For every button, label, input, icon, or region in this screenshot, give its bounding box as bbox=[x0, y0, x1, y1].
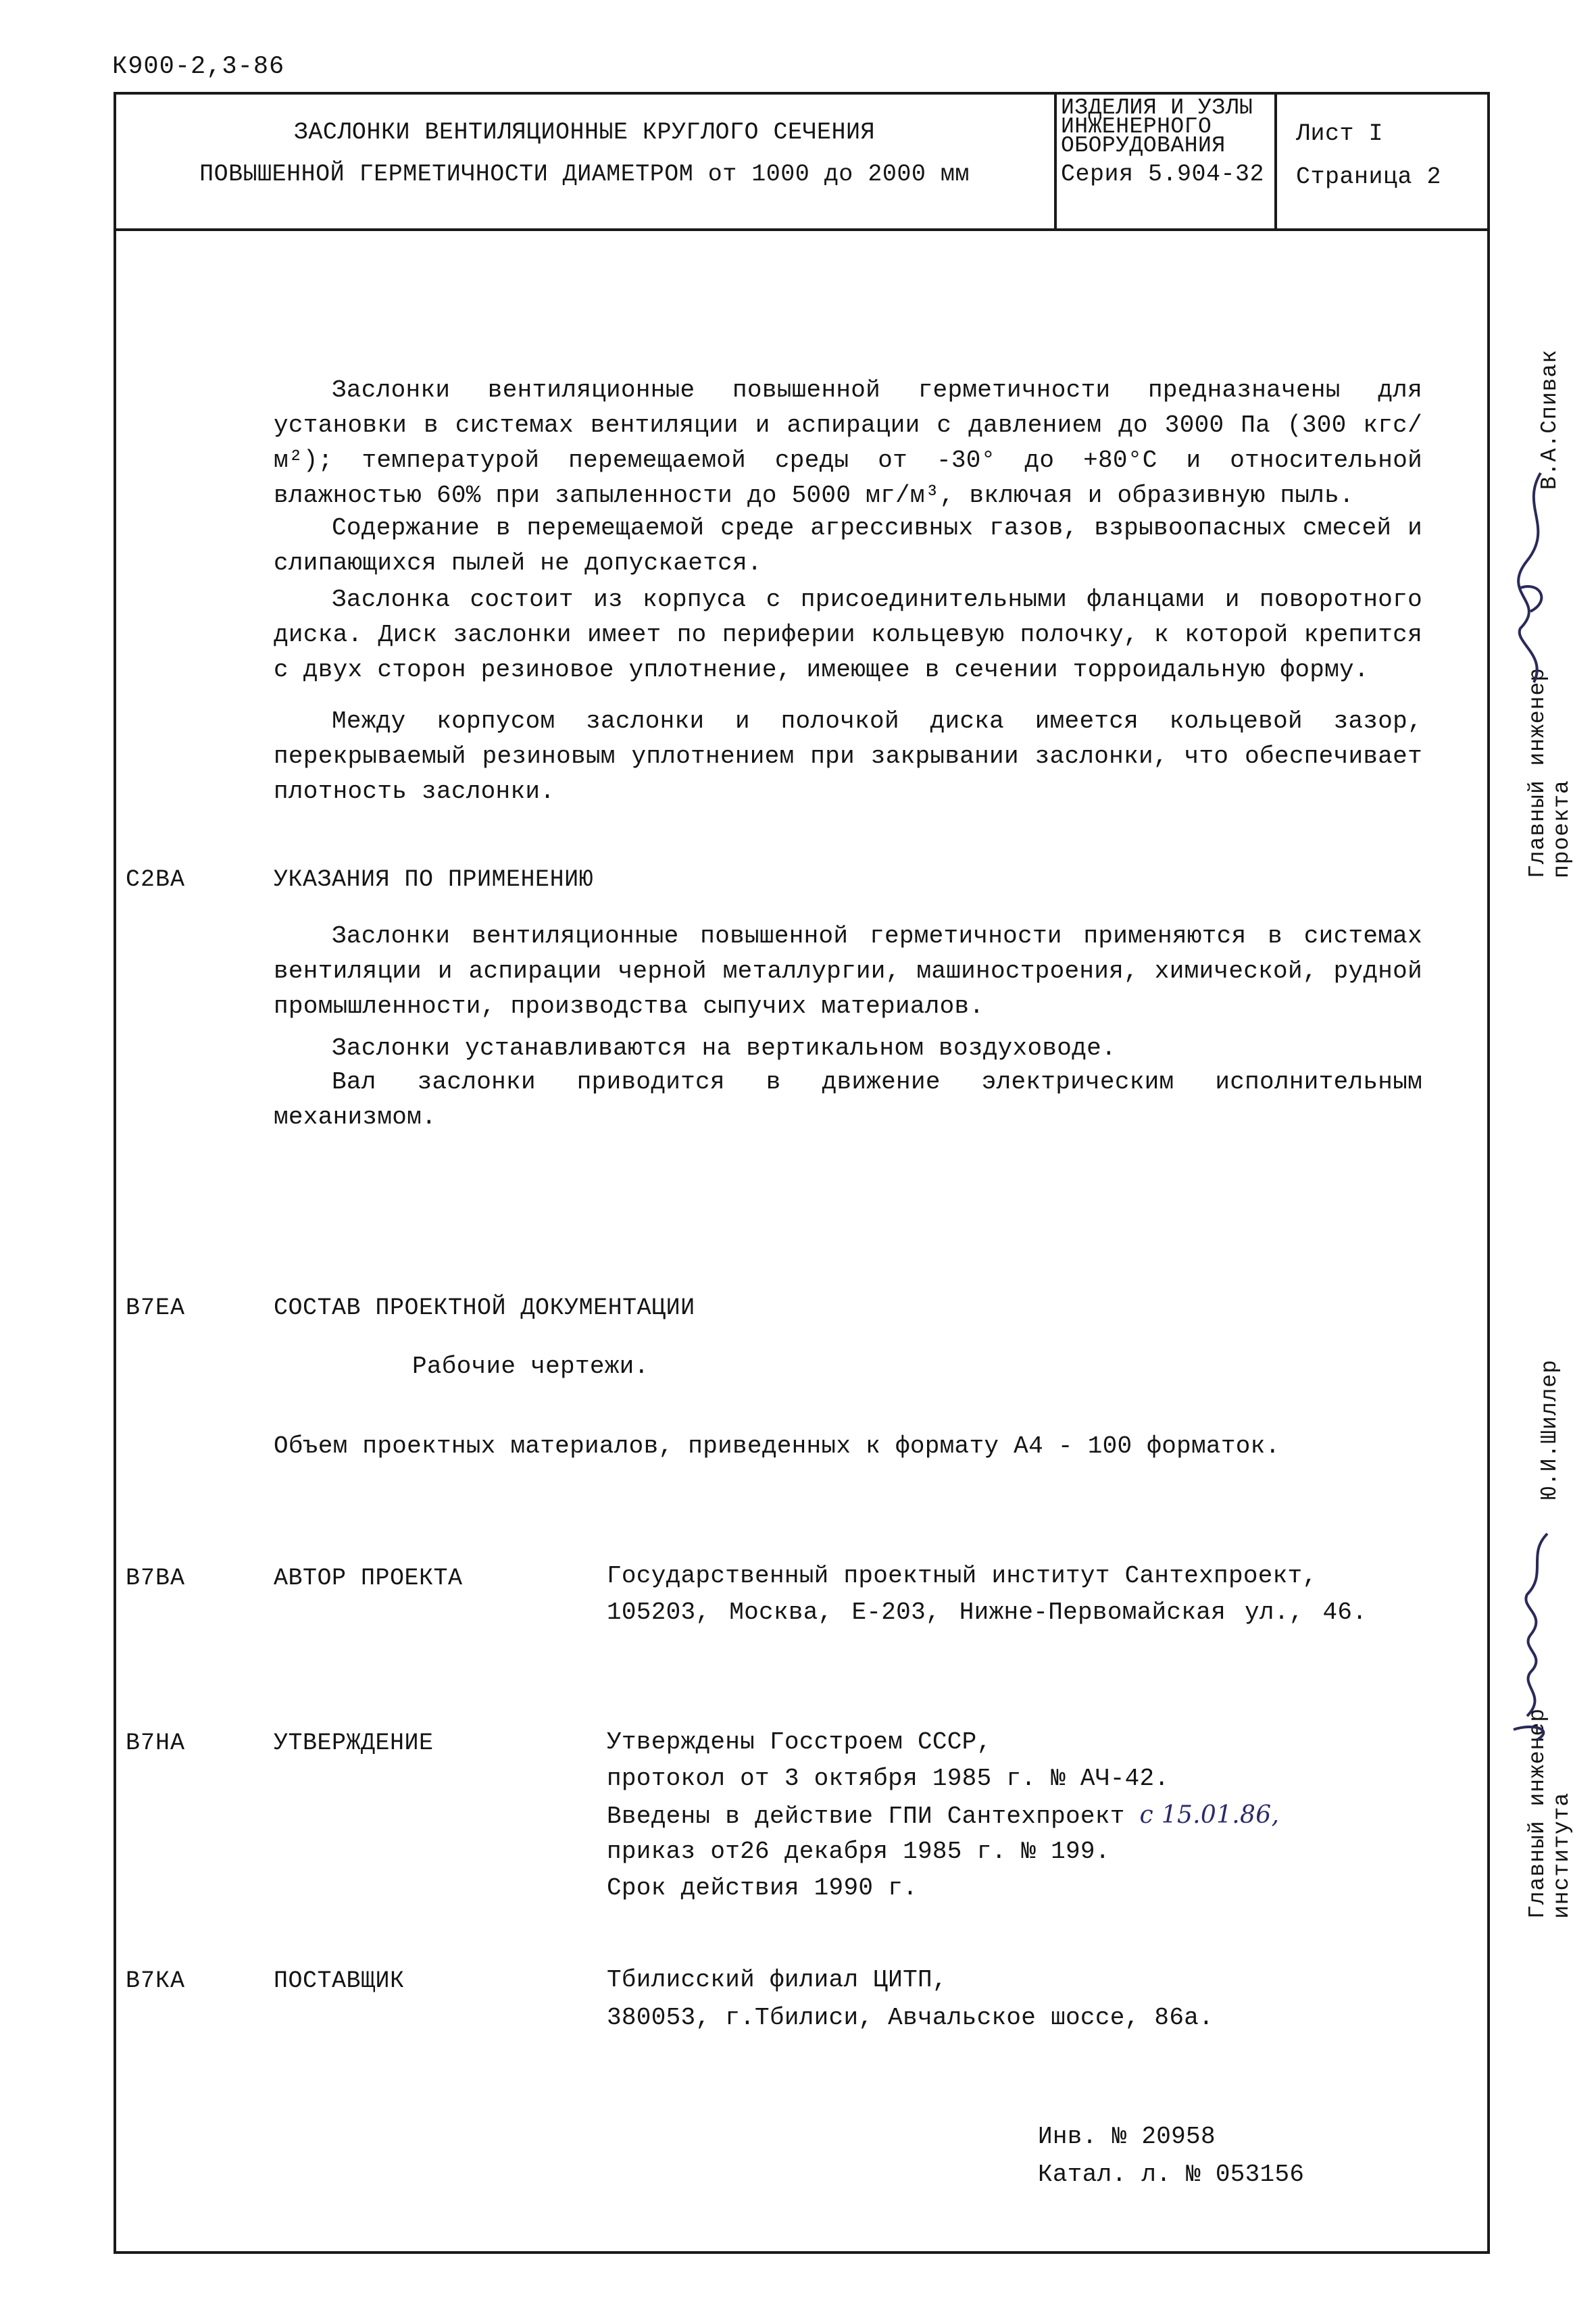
section-code: В7ЕА bbox=[126, 1294, 186, 1322]
inventory-number: Инв. № 20958 bbox=[1038, 2123, 1216, 2150]
section-label: УТВЕРЖДЕНИЕ bbox=[274, 1730, 434, 1757]
header-divider bbox=[114, 228, 1490, 231]
section-heading: СОСТАВ ПРОЕКТНОЙ ДОКУМЕНТАЦИИ bbox=[274, 1294, 695, 1322]
side-chief-project-line1: Главный инженер bbox=[1525, 667, 1550, 878]
section-code: В7КА bbox=[126, 1967, 186, 1994]
approval-line-1: Утверждены Госстроем СССР, bbox=[607, 1728, 992, 1756]
series-number: Серия 5.904-32 bbox=[1061, 161, 1265, 188]
approval-line-5: Срок действия 1990 г. bbox=[607, 1874, 918, 1902]
series-line-2: ИНЖЕНЕРНОГО bbox=[1061, 114, 1212, 139]
supplier-line-2: 380053, г.Тбилиси, Авчальское шоссе, 86а. bbox=[607, 2004, 1214, 2032]
section-code: В7ВА bbox=[126, 1565, 186, 1592]
application-paragraph-1: Заслонки вентиляционные повышенной герметичности применяются в системах вентиляции и аспирации черной металлургии, машиностроения, химической, рудной промышленности, производства сыпучих материалов. bbox=[274, 922, 1422, 1020]
side-chief-institute-name: Ю.И.Шиллер bbox=[1537, 1359, 1562, 1500]
author-line-2: 105203, Москва, Е-203, Нижне-Первомайская ул., 46. bbox=[607, 1599, 1368, 1626]
section-heading: УКАЗАНИЯ ПО ПРИМЕНЕНИЮ bbox=[274, 866, 594, 893]
supplier-line-1: Тбилисский филиал ЦИТП, bbox=[607, 1966, 947, 1994]
signature-institute bbox=[1500, 1527, 1568, 1743]
title-line-2: ПОВЫШЕННОЙ ГЕРМЕТИЧНОСТИ ДИАМЕТРОМ от 1000 до 2000 мм bbox=[199, 161, 970, 188]
header-divider-vertical bbox=[1274, 92, 1277, 230]
composition-line-1: Рабочие чертежи. bbox=[412, 1353, 649, 1380]
side-chief-institute-line2: института bbox=[1549, 1792, 1574, 1919]
composition-line-2: Объем проектных материалов, приведенных к формату А4 - 100 форматок. bbox=[274, 1432, 1280, 1460]
catalog-number: Катал. л. № 053156 bbox=[1038, 2161, 1305, 2188]
application-paragraph-3: Вал заслонки приводится в движение электрическим исполнительным механизмом. bbox=[274, 1068, 1422, 1131]
application-paragraph-2: Заслонки устанавливаются на вертикальном воздуховоде. bbox=[332, 1034, 1116, 1062]
side-chief-project-line2: проекта bbox=[1549, 780, 1574, 878]
section-code: В7НА bbox=[126, 1730, 186, 1757]
signature-project bbox=[1500, 466, 1568, 709]
intro-paragraph-4: Между корпусом заслонки и полочкой диска имеется кольцевой зазор, перекрываемый резиновым уплотнением при закрывании заслонки, что обеспечивает плотность заслонки. bbox=[274, 707, 1422, 805]
intro-paragraph-1: Заслонки вентиляционные повышенной герметичности предназначены для установки в системах вентиляции и аспирации с давлением до 3000 Па (300 кгс/м²); температурой перемещаемой среды от -30° до +80°С и относительной влажностью 60% при запыленности до 5000 мг/м³, включая и образивную пыль. bbox=[274, 376, 1422, 509]
sheet-number: Лист I bbox=[1296, 120, 1384, 147]
intro-paragraph-2: Содержание в перемещаемой среде агрессивных газов, взрывоопасных смесей и слипающихся пылей не допускается. bbox=[274, 514, 1422, 577]
approval-line-4: приказ от26 декабря 1985 г. № 199. bbox=[607, 1838, 1110, 1865]
series-line-3: ОБОРУДОВАНИЯ bbox=[1061, 133, 1226, 158]
side-chief-institute-line1: Главный инженер bbox=[1525, 1707, 1550, 1919]
side-chief-project-name: В.А.Спивак bbox=[1537, 349, 1562, 490]
approval-line-3-text: Введены в действие ГПИ Сантехпроект bbox=[607, 1803, 1125, 1830]
section-label: АВТОР ПРОЕКТА bbox=[274, 1565, 463, 1592]
approval-line-2: протокол от 3 октября 1985 г. № АЧ-42. bbox=[607, 1765, 1170, 1792]
page-number: Страница 2 bbox=[1296, 164, 1442, 191]
approval-line-3 bbox=[607, 1797, 1279, 1835]
series-line-1: ИЗДЕЛИЯ И УЗЛЫ bbox=[1061, 95, 1253, 120]
section-code: С2ВА bbox=[126, 866, 186, 893]
handwritten-date: с 15.01.86, bbox=[1139, 1801, 1280, 1829]
document-code: К900-2,3-86 bbox=[112, 53, 285, 81]
title-line-1: ЗАСЛОНКИ ВЕНТИЛЯЦИОННЫЕ КРУГЛОГО СЕЧЕНИЯ bbox=[293, 119, 876, 146]
section-label: ПОСТАВЩИК bbox=[274, 1967, 405, 1994]
author-line-1: Государственный проектный институт Сантехпроект, bbox=[607, 1562, 1318, 1590]
header-divider-vertical bbox=[1054, 92, 1057, 230]
intro-paragraph-3: Заслонка состоит из корпуса с присоединительными фланцами и поворотного диска. Диск заслонки имеет по периферии кольцевую полочку, к которой крепится с двух сторон резиновое уплотнение, имеющее в сечении торроидальную форму. bbox=[274, 586, 1422, 684]
